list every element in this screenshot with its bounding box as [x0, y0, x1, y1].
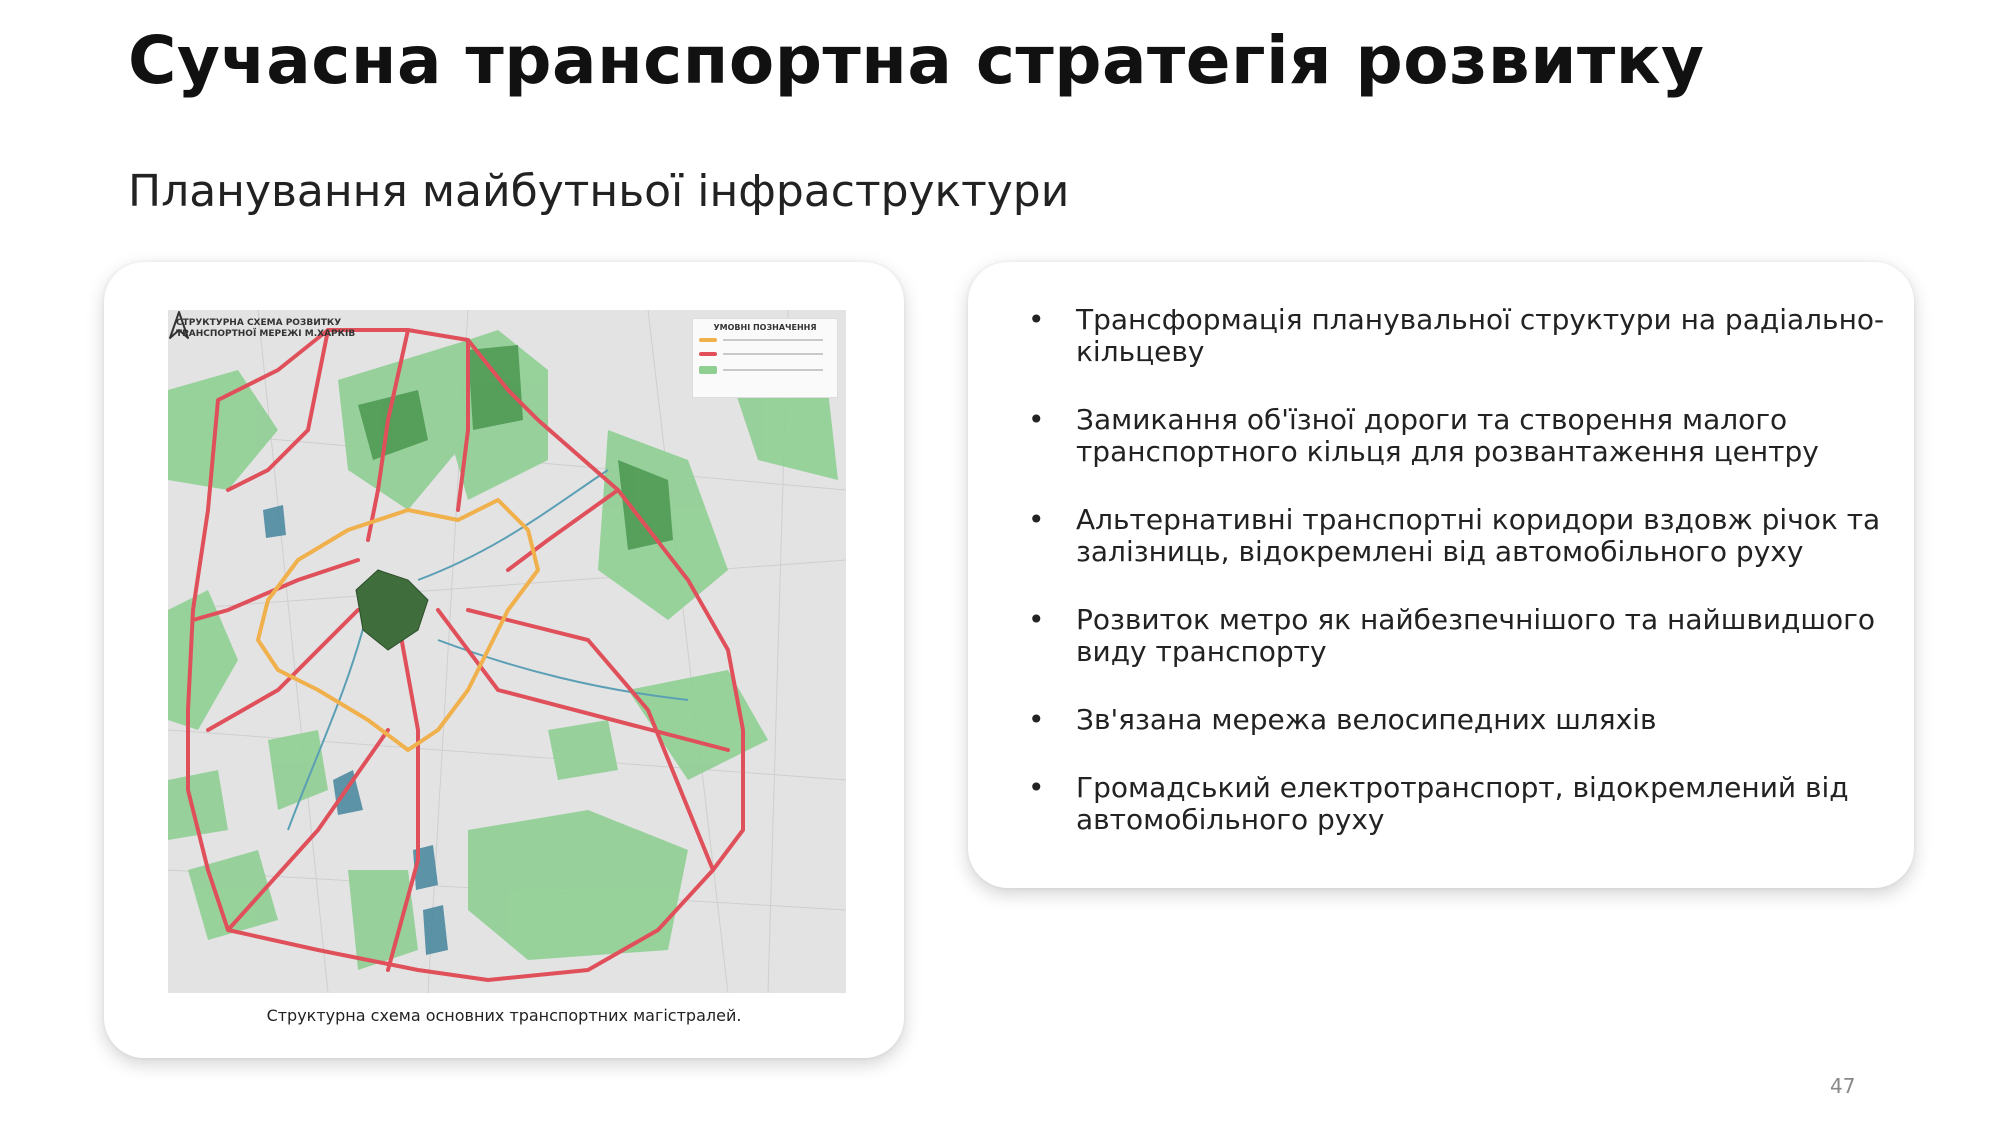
slide-title: Сучасна транспортна стратегія розвитку	[128, 22, 1705, 99]
bullet-dot-icon: •	[1028, 503, 1045, 536]
map-legend	[692, 318, 838, 398]
legend-title: УМОВНІ ПОЗНАЧЕННЯ	[713, 323, 817, 332]
map-heading-line1: СТРУКТУРНА СХЕМА РОЗВИТКУ	[176, 318, 342, 328]
bullet-dot-icon: •	[1028, 703, 1045, 736]
bullet-dot-icon: •	[1028, 771, 1045, 804]
bullet-item	[1028, 404, 1888, 468]
map-heading	[176, 318, 376, 340]
map-card	[104, 262, 904, 1058]
legend-text-placeholder	[723, 369, 823, 371]
legend-text-placeholder	[723, 353, 823, 355]
bullet-text: Розвиток метро як найбезпечнішого та найшвидшого виду транспорту	[1076, 603, 1875, 668]
legend-swatch-green	[699, 366, 717, 374]
bullet-item	[1028, 772, 1888, 836]
slide-subtitle: Планування майбутньої інфраструктури	[128, 166, 1070, 217]
bullet-dot-icon: •	[1028, 603, 1045, 636]
legend-text-placeholder	[723, 339, 823, 341]
bullet-text: Альтернативні транспортні коридори вздовж річок та залізниць, відокремлені від автомобільного руху	[1076, 503, 1881, 568]
bullet-text: Зв'язана мережа велосипедних шляхів	[1076, 703, 1657, 736]
legend-swatch-red	[699, 352, 717, 356]
map-heading-line2: ТРАНСПОРТНОЇ МЕРЕЖІ М.ХАРКІВ	[176, 329, 356, 339]
bullet-text: Замикання об'їзної дороги та створення малого транспортного кільця для розвантаження центру	[1076, 403, 1819, 468]
legend-swatch-orange	[699, 338, 717, 342]
bullet-item	[1028, 704, 1888, 736]
transport-scheme-map	[168, 310, 846, 993]
bullet-item	[1028, 504, 1888, 568]
north-arrow-icon	[168, 310, 190, 340]
bullet-list	[1028, 304, 1888, 872]
map-caption: Структурна схема основних транспортних магістралей.	[266, 1006, 742, 1025]
bullet-card	[968, 262, 1914, 888]
legend-row-orange	[699, 338, 831, 342]
bullet-text: Трансформація планувальної структури на радіально-кільцеву	[1076, 303, 1885, 368]
bullet-text: Громадський електротранспорт, відокремлений від автомобільного руху	[1076, 771, 1849, 836]
legend-row-green	[699, 366, 831, 374]
bullet-dot-icon: •	[1028, 403, 1045, 436]
map-graphic	[168, 310, 846, 993]
legend-row-red	[699, 352, 831, 356]
page-number: 47	[1830, 1074, 1856, 1098]
bullet-item	[1028, 304, 1888, 368]
bullet-item	[1028, 604, 1888, 668]
bullet-dot-icon: •	[1028, 303, 1045, 336]
